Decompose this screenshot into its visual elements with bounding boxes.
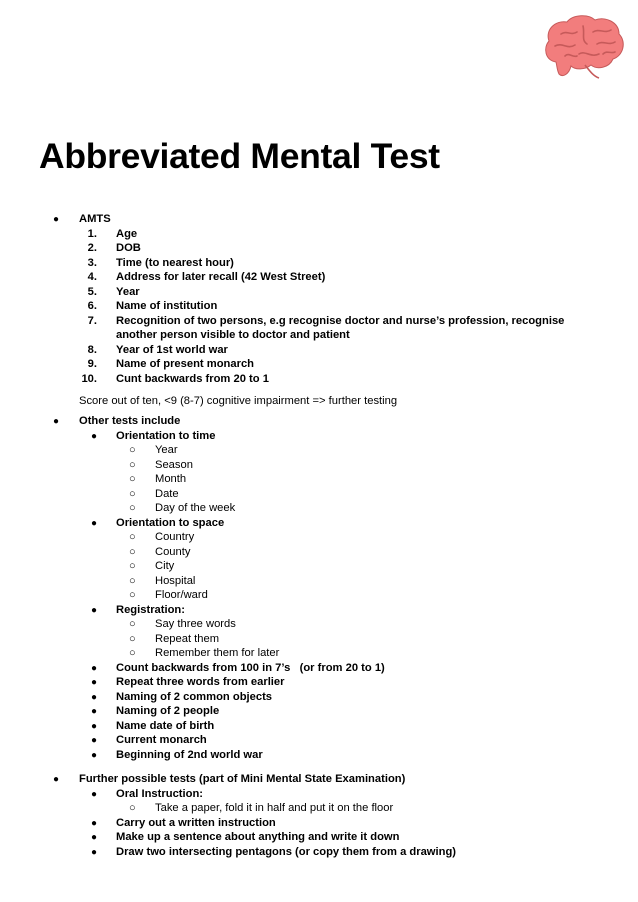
item-text: Carry out a written instruction bbox=[116, 817, 276, 829]
item-text: Month bbox=[155, 473, 187, 485]
circle-bullet-icon: ○ bbox=[129, 444, 136, 456]
item-number: 9. bbox=[87, 358, 97, 370]
bullet-icon: ● bbox=[91, 706, 98, 717]
item-number: 6. bbox=[87, 300, 97, 312]
circle-bullet-icon: ○ bbox=[129, 633, 136, 645]
circle-bullet-icon: ○ bbox=[129, 647, 136, 659]
item-number: 10. bbox=[81, 373, 97, 385]
bullet-icon: ● bbox=[91, 832, 98, 843]
item-number: 1. bbox=[87, 228, 97, 240]
item-text: Current monarch bbox=[116, 734, 207, 746]
score-note-text: Score out of ten, <9 (8-7) cognitive impairment => further testing bbox=[79, 395, 398, 407]
item-text: Repeat them bbox=[155, 633, 220, 645]
item-number: 7. bbox=[87, 315, 97, 327]
item-text: City bbox=[155, 560, 175, 572]
item-text: Country bbox=[155, 531, 195, 543]
circle-bullet-icon: ○ bbox=[129, 531, 136, 543]
circle-bullet-icon: ○ bbox=[129, 546, 136, 558]
circle-bullet-icon: ○ bbox=[129, 802, 136, 814]
item-text: Time (to nearest hour) bbox=[116, 257, 234, 269]
item-number: 4. bbox=[87, 271, 97, 283]
item-number: 2. bbox=[87, 242, 97, 254]
item-text: Year of 1st world war bbox=[116, 344, 228, 356]
item-text: Naming of 2 people bbox=[116, 705, 220, 717]
item-text: Orientation to time bbox=[116, 430, 216, 442]
item-text: DOB bbox=[116, 242, 141, 254]
circle-bullet-icon: ○ bbox=[129, 575, 136, 587]
bullet-icon: ● bbox=[91, 721, 98, 732]
item-text: Floor/ward bbox=[155, 589, 208, 601]
item-text: Say three words bbox=[155, 618, 236, 630]
circle-bullet-icon: ○ bbox=[129, 459, 136, 471]
other-heading: Other tests include bbox=[79, 415, 181, 427]
item-text: Age bbox=[116, 228, 138, 240]
item-text: Oral Instruction: bbox=[116, 788, 204, 800]
item-text: Cunt backwards from 20 to 1 bbox=[116, 373, 269, 385]
item-text: Make up a sentence about anything and write it down bbox=[116, 831, 400, 843]
bullet-icon: ● bbox=[91, 750, 98, 761]
item-text: Name of present monarch bbox=[116, 358, 255, 370]
circle-bullet-icon: ○ bbox=[129, 502, 136, 514]
item-text: Take a paper, fold it in half and put it on the floor bbox=[155, 802, 394, 814]
item-text: Naming of 2 common objects bbox=[116, 691, 273, 703]
bullet-icon: ● bbox=[91, 692, 98, 703]
item-text: Hospital bbox=[155, 575, 196, 587]
item-text: Day of the week bbox=[155, 502, 236, 514]
item-text: Count backwards from 100 in 7’s (or from 20 to 1) bbox=[116, 662, 385, 674]
item-text: Year bbox=[116, 286, 140, 298]
item-number: 3. bbox=[87, 257, 97, 269]
item-text: Date bbox=[155, 488, 179, 500]
item-number: 8. bbox=[87, 344, 97, 356]
item-text: Name of institution bbox=[116, 300, 218, 312]
item-text: Beginning of 2nd world war bbox=[116, 749, 263, 761]
bullet-icon: ● bbox=[53, 416, 60, 427]
circle-bullet-icon: ○ bbox=[129, 589, 136, 601]
circle-bullet-icon: ○ bbox=[129, 488, 136, 500]
brain-icon bbox=[541, 12, 627, 82]
item-text: Registration: bbox=[116, 604, 185, 616]
item-text: Name date of birth bbox=[116, 720, 215, 732]
item-text: Season bbox=[155, 459, 193, 471]
bullet-icon: ● bbox=[91, 789, 98, 800]
item-text: Recognition of two persons, e.g recognise doctor and nurse’s profession, recognise bbox=[116, 315, 565, 327]
item-text: Orientation to space bbox=[116, 517, 225, 529]
bullet-icon: ● bbox=[91, 605, 98, 616]
item-number: 5. bbox=[87, 286, 97, 298]
bullet-icon: ● bbox=[53, 774, 60, 785]
item-text: another person visible to doctor and patient bbox=[116, 329, 350, 341]
amts-heading: AMTS bbox=[79, 213, 111, 225]
bullet-icon: ● bbox=[91, 518, 98, 529]
bullet-icon: ● bbox=[91, 663, 98, 674]
bullet-icon: ● bbox=[53, 214, 60, 225]
page-title: Abbreviated Mental Test bbox=[39, 136, 440, 176]
circle-bullet-icon: ○ bbox=[129, 560, 136, 572]
bullet-icon: ● bbox=[91, 735, 98, 746]
bullet-icon: ● bbox=[91, 677, 98, 688]
bullet-icon: ● bbox=[91, 847, 98, 858]
item-text: Year bbox=[155, 444, 178, 456]
item-text: Repeat three words from earlier bbox=[116, 676, 285, 688]
further-heading: Further possible tests (part of Mini Mental State Examination) bbox=[79, 773, 406, 785]
circle-bullet-icon: ○ bbox=[129, 618, 136, 630]
item-text: Remember them for later bbox=[155, 647, 280, 659]
item-text: County bbox=[155, 546, 191, 558]
circle-bullet-icon: ○ bbox=[129, 473, 136, 485]
bullet-icon: ● bbox=[91, 818, 98, 829]
item-text: Draw two intersecting pentagons (or copy them from a drawing) bbox=[116, 846, 457, 858]
item-text: Address for later recall (42 West Street) bbox=[116, 271, 326, 283]
bullet-icon: ● bbox=[91, 431, 98, 442]
